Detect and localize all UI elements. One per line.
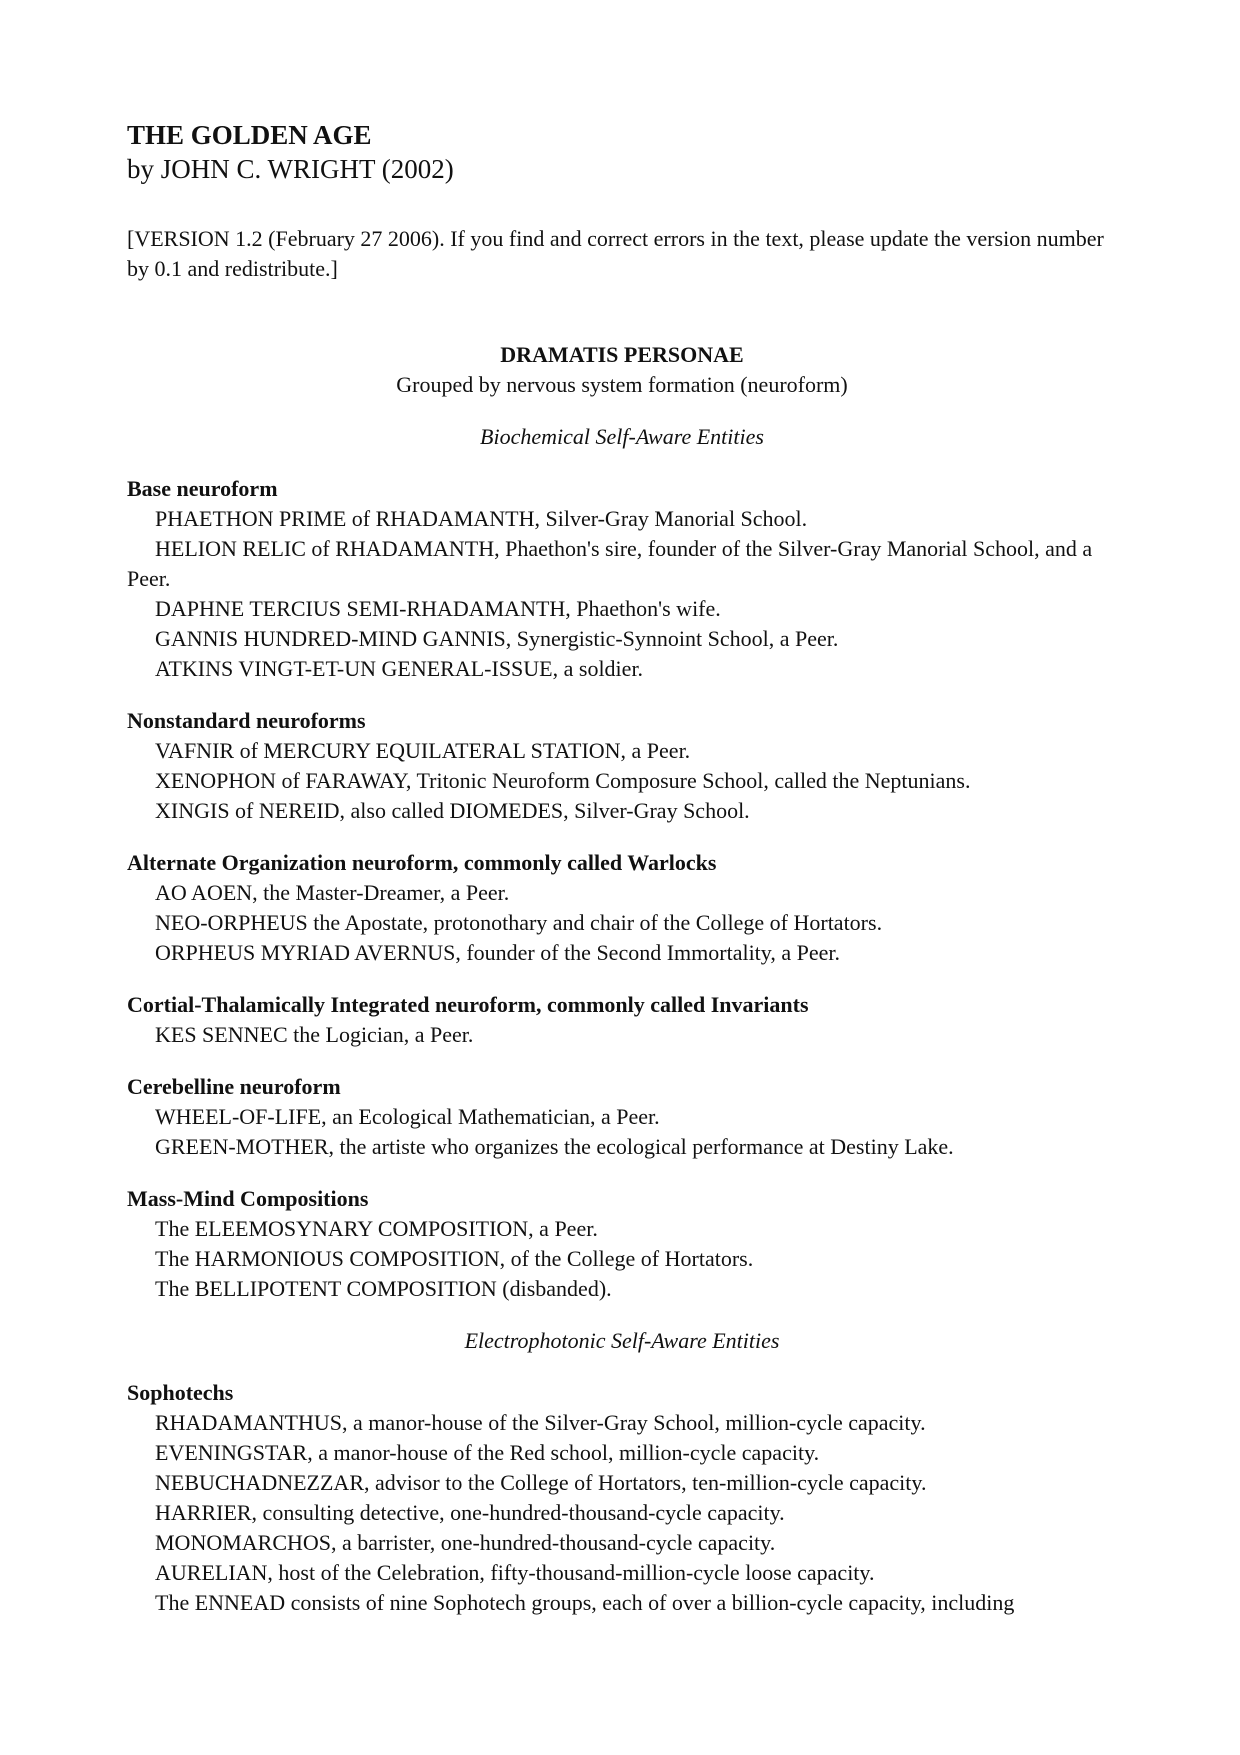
group-nonstandard-neuroforms bbox=[127, 706, 1117, 826]
character-entry: MONOMARCHOS, a barrister, one-hundred-thousand-cycle capacity. bbox=[155, 1530, 776, 1555]
dramatis-personae-subheading: Grouped by nervous system formation (neuroform) bbox=[396, 372, 848, 397]
character-entry: RHADAMANTHUS, a manor-house of the Silver-Gray School, million-cycle capacity. bbox=[155, 1410, 926, 1435]
character-entry: EVENINGSTAR, a manor-house of the Red school, million-cycle capacity. bbox=[155, 1440, 820, 1465]
character-entry: DAPHNE TERCIUS SEMI-RHADAMANTH, Phaethon's wife. bbox=[155, 596, 721, 621]
character-entry: NEO-ORPHEUS the Apostate, protonothary and chair of the College of Hortators. bbox=[155, 910, 883, 935]
document-page bbox=[127, 118, 1117, 1618]
book-title: THE GOLDEN AGE bbox=[127, 120, 372, 150]
character-entry: VAFNIR of MERCURY EQUILATERAL STATION, a Peer. bbox=[155, 738, 691, 763]
biochemical-groups bbox=[127, 474, 1117, 1304]
character-entry: The ELEEMOSYNARY COMPOSITION, a Peer. bbox=[155, 1216, 598, 1241]
group-title: Cortial-Thalamically Integrated neuroform, commonly called Invariants bbox=[127, 992, 809, 1017]
character-entry: AO AOEN, the Master-Dreamer, a Peer. bbox=[155, 880, 510, 905]
character-entry: The BELLIPOTENT COMPOSITION (disbanded). bbox=[155, 1276, 612, 1301]
character-entry: PHAETHON PRIME of RHADAMANTH, Silver-Gray Manorial School. bbox=[155, 506, 808, 531]
character-entry: HELION RELIC of RHADAMANTH, Phaethon's sire, founder of the Silver-Gray Manorial School, and a Peer. bbox=[127, 536, 1093, 591]
character-entry: The ENNEAD consists of nine Sophotech groups, each of over a billion-cycle capacity, including bbox=[155, 1590, 1015, 1615]
group-title: Cerebelline neuroform bbox=[127, 1074, 341, 1099]
group-title: Sophotechs bbox=[127, 1380, 234, 1405]
character-entry: XINGIS of NEREID, also called DIOMEDES, Silver-Gray School. bbox=[155, 798, 750, 823]
version-note: [VERSION 1.2 (February 27 2006). If you find and correct errors in the text, please update the version number by 0.1 and redistribute.] bbox=[127, 226, 1104, 281]
group-alternate-organization-neuroform-commonly-called-warlocks bbox=[127, 848, 1117, 968]
character-entry: ORPHEUS MYRIAD AVERNUS, founder of the Second Immortality, a Peer. bbox=[155, 940, 841, 965]
category-biochemical: Biochemical Self-Aware Entities bbox=[480, 424, 764, 449]
character-entry: The HARMONIOUS COMPOSITION, of the College of Hortators. bbox=[155, 1246, 754, 1271]
character-entry: ATKINS VINGT-ET-UN GENERAL-ISSUE, a soldier. bbox=[155, 656, 644, 681]
group-title: Mass-Mind Compositions bbox=[127, 1186, 369, 1211]
group-base-neuroform bbox=[127, 474, 1117, 684]
book-byline: by JOHN C. WRIGHT (2002) bbox=[127, 154, 454, 184]
character-entry: KES SENNEC the Logician, a Peer. bbox=[155, 1022, 474, 1047]
character-entry: NEBUCHADNEZZAR, advisor to the College of Hortators, ten-million-cycle capacity. bbox=[155, 1470, 927, 1495]
character-entry: WHEEL-OF-LIFE, an Ecological Mathematician, a Peer. bbox=[155, 1104, 660, 1129]
dramatis-personae-heading: DRAMATIS PERSONAE bbox=[500, 342, 744, 367]
group-title: Nonstandard neuroforms bbox=[127, 708, 366, 733]
group-cerebelline-neuroform bbox=[127, 1072, 1117, 1162]
group-sophotechs bbox=[127, 1378, 1117, 1618]
group-mass-mind-compositions bbox=[127, 1184, 1117, 1304]
character-entry: AURELIAN, host of the Celebration, fifty-thousand-million-cycle loose capacity. bbox=[155, 1560, 875, 1585]
character-entry: GANNIS HUNDRED-MIND GANNIS, Synergistic-Synnoint School, a Peer. bbox=[155, 626, 839, 651]
category-electrophotonic: Electrophotonic Self-Aware Entities bbox=[464, 1328, 780, 1353]
character-entry: XENOPHON of FARAWAY, Tritonic Neuroform Composure School, called the Neptunians. bbox=[155, 768, 971, 793]
character-entry: GREEN-MOTHER, the artiste who organizes the ecological performance at Destiny Lake. bbox=[155, 1134, 954, 1159]
group-cortial-thalamically-integrated-neuroform-commonly-called-invariants bbox=[127, 990, 1117, 1050]
group-title: Base neuroform bbox=[127, 476, 278, 501]
group-title: Alternate Organization neuroform, commonly called Warlocks bbox=[127, 850, 717, 875]
character-entry: HARRIER, consulting detective, one-hundred-thousand-cycle capacity. bbox=[155, 1500, 785, 1525]
electrophotonic-groups bbox=[127, 1378, 1117, 1618]
